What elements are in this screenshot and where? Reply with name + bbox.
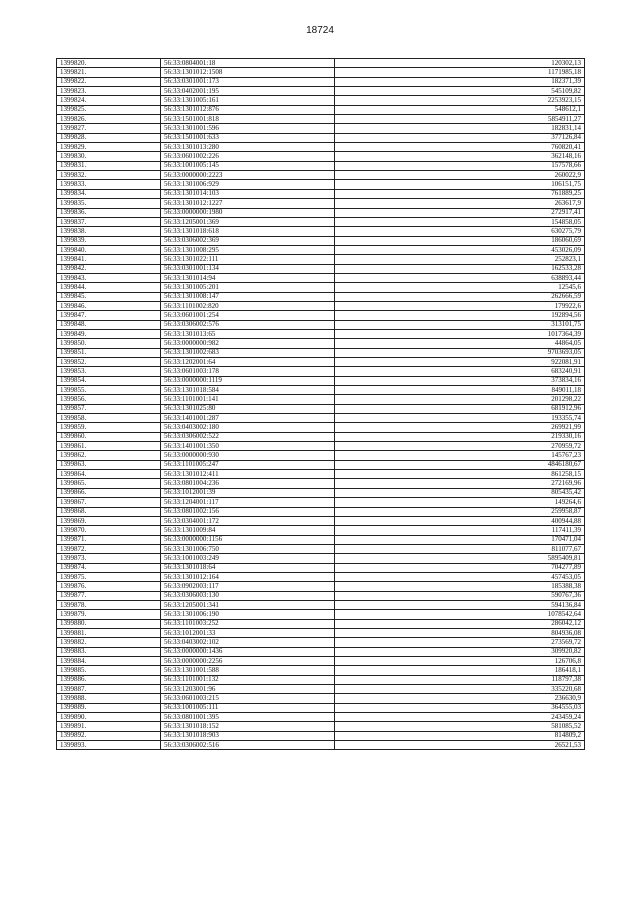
table-row: [57, 292, 585, 301]
record-number: 1399834.: [57, 189, 161, 198]
table-row: [57, 703, 585, 712]
table-row: [57, 498, 585, 507]
record-number: 1399888.: [57, 694, 161, 703]
table-row: [57, 320, 585, 329]
cadastral-number: 56:33:1301005:201: [161, 283, 335, 292]
cadastral-value: 243459,24: [335, 713, 585, 722]
table-row: [57, 647, 585, 656]
record-number: 1399880.: [57, 619, 161, 628]
table-row: [57, 227, 585, 236]
record-number: 1399844.: [57, 283, 161, 292]
record-number: 1399893.: [57, 741, 161, 750]
record-number: 1399868.: [57, 507, 161, 516]
record-number: 1399840.: [57, 245, 161, 254]
cadastral-value: 5854911,27: [335, 115, 585, 124]
cadastral-number: 56:33:0301001:173: [161, 77, 335, 86]
table-row: [57, 367, 585, 376]
cadastral-value: 145767,23: [335, 451, 585, 460]
cadastral-value: 805435,42: [335, 488, 585, 497]
record-number: 1399859.: [57, 423, 161, 432]
cadastral-number: 56:33:0902003:117: [161, 582, 335, 591]
cadastral-number: 56:33:1301008:147: [161, 292, 335, 301]
table-row: [57, 339, 585, 348]
record-number: 1399870.: [57, 526, 161, 535]
cadastral-value: 5895409,81: [335, 554, 585, 563]
record-number: 1399881.: [57, 628, 161, 637]
cadastral-value: 269921,99: [335, 423, 585, 432]
cadastral-number: 56:33:1301012:164: [161, 572, 335, 581]
table-row: [57, 544, 585, 553]
cadastral-number: 56:33:0306002:369: [161, 236, 335, 245]
cadastral-number: 56:33:0000000:2256: [161, 657, 335, 666]
cadastral-value: 286042,12: [335, 619, 585, 628]
cadastral-value: 260022,9: [335, 171, 585, 180]
record-number: 1399821.: [57, 68, 161, 77]
cadastral-value: 814809,2: [335, 731, 585, 740]
cadastral-number: 56:33:0601001:254: [161, 311, 335, 320]
record-number: 1399856.: [57, 395, 161, 404]
record-number: 1399885.: [57, 666, 161, 675]
record-number: 1399838.: [57, 227, 161, 236]
cadastral-number: 56:33:1301005:161: [161, 96, 335, 105]
cadastral-value: 185388,38: [335, 582, 585, 591]
table-row: [57, 685, 585, 694]
table-row: [57, 694, 585, 703]
table-row: [57, 675, 585, 684]
table-row: [57, 311, 585, 320]
record-number: 1399820.: [57, 59, 161, 68]
cadastral-value: 182371,39: [335, 77, 585, 86]
cadastral-number: 56:33:1301018:903: [161, 731, 335, 740]
record-number: 1399836.: [57, 208, 161, 217]
cadastral-value: 193355,74: [335, 414, 585, 423]
record-number: 1399866.: [57, 488, 161, 497]
table-row: [57, 376, 585, 385]
table-row: [57, 105, 585, 114]
record-number: 1399824.: [57, 96, 161, 105]
table-row: [57, 572, 585, 581]
cadastral-number: 56:33:1301008:295: [161, 245, 335, 254]
table-row: [57, 124, 585, 133]
table-row: [57, 619, 585, 628]
cadastral-number: 56:33:1204001:117: [161, 498, 335, 507]
table-row: [57, 582, 585, 591]
cadastral-number: 56:33:1301022:111: [161, 255, 335, 264]
cadastral-value: 362148,16: [335, 152, 585, 161]
cadastral-value: 120302,13: [335, 59, 585, 68]
cadastral-number: 56:33:1301006:750: [161, 544, 335, 553]
cadastral-value: 259958,87: [335, 507, 585, 516]
table-row: [57, 171, 585, 180]
table-row: [57, 657, 585, 666]
record-number: 1399889.: [57, 703, 161, 712]
record-number: 1399874.: [57, 563, 161, 572]
table-row: [57, 96, 585, 105]
cadastral-number: 56:33:1301006:190: [161, 610, 335, 619]
record-number: 1399892.: [57, 731, 161, 740]
cadastral-value: 681912,96: [335, 404, 585, 413]
table-row: [57, 143, 585, 152]
record-number: 1399860.: [57, 432, 161, 441]
record-number: 1399882.: [57, 638, 161, 647]
table-row: [57, 115, 585, 124]
cadastral-number: 56:33:0801004:236: [161, 479, 335, 488]
record-number: 1399867.: [57, 498, 161, 507]
record-number: 1399864.: [57, 470, 161, 479]
cadastral-value: 548612,1: [335, 105, 585, 114]
record-number: 1399825.: [57, 105, 161, 114]
cadastral-number: 56:33:0601003:215: [161, 694, 335, 703]
cadastral-value: 106151,75: [335, 180, 585, 189]
table-row: [57, 161, 585, 170]
table-row: [57, 554, 585, 563]
cadastral-number: 56:33:1012001:39: [161, 488, 335, 497]
record-number: 1399832.: [57, 171, 161, 180]
record-number: 1399822.: [57, 77, 161, 86]
cadastral-value: 581085,52: [335, 722, 585, 731]
cadastral-number: 56:33:0306002:516: [161, 741, 335, 750]
table-row: [57, 358, 585, 367]
cadastral-number: 56:33:0403002:180: [161, 423, 335, 432]
record-number: 1399835.: [57, 199, 161, 208]
cadastral-number: 56:33:0403002:102: [161, 638, 335, 647]
cadastral-number: 56:33:0000000:982: [161, 339, 335, 348]
table-row: [57, 432, 585, 441]
cadastral-value: 760820,41: [335, 143, 585, 152]
cadastral-value: 272917,41: [335, 208, 585, 217]
table-row: [57, 488, 585, 497]
record-number: 1399839.: [57, 236, 161, 245]
cadastral-value: 9703693,05: [335, 348, 585, 357]
cadastral-number: 56:33:1001005:145: [161, 161, 335, 170]
cadastral-value: 861258,15: [335, 470, 585, 479]
record-number: 1399855.: [57, 386, 161, 395]
cadastral-value: 849011,18: [335, 386, 585, 395]
record-number: 1399853.: [57, 367, 161, 376]
table-row: [57, 479, 585, 488]
table-row: [57, 255, 585, 264]
cadastral-number: 56:33:1101003:252: [161, 619, 335, 628]
cadastral-number: 56:33:0804001:18: [161, 59, 335, 68]
table-row: [57, 133, 585, 142]
table-row: [57, 386, 585, 395]
record-number: 1399854.: [57, 376, 161, 385]
table-row: [57, 264, 585, 273]
cadastral-number: 56:33:1301012:411: [161, 470, 335, 479]
table-row: [57, 442, 585, 451]
cadastral-value: 453026,09: [335, 245, 585, 254]
table-row: [57, 329, 585, 338]
cadastral-value: 252823,1: [335, 255, 585, 264]
cadastral-value: 270959,72: [335, 442, 585, 451]
cadastral-number: 56:33:0000000:1980: [161, 208, 335, 217]
cadastral-number: 56:33:1101001:141: [161, 395, 335, 404]
table-row: [57, 666, 585, 675]
cadastral-value: 154858,05: [335, 217, 585, 226]
cadastral-value: 149264,6: [335, 498, 585, 507]
cadastral-value: 594136,84: [335, 600, 585, 609]
cadastral-number: 56:33:1205001:341: [161, 600, 335, 609]
table-row: [57, 423, 585, 432]
table-row: [57, 535, 585, 544]
cadastral-number: 56:33:1301013:65: [161, 329, 335, 338]
cadastral-number: 56:33:1301002:683: [161, 348, 335, 357]
record-number: 1399858.: [57, 414, 161, 423]
cadastral-number: 56:33:0306002:576: [161, 320, 335, 329]
cadastral-number: 56:33:1301025:80: [161, 404, 335, 413]
cadastral-number: 56:33:0000000:930: [161, 451, 335, 460]
table-row: [57, 87, 585, 96]
table-row: [57, 516, 585, 525]
record-number: 1399826.: [57, 115, 161, 124]
cadastral-value: 186418,1: [335, 666, 585, 675]
cadastral-value: 1171985,18: [335, 68, 585, 77]
record-number: 1399865.: [57, 479, 161, 488]
record-number: 1399850.: [57, 339, 161, 348]
record-number: 1399886.: [57, 675, 161, 684]
record-number: 1399845.: [57, 292, 161, 301]
table-row: [57, 245, 585, 254]
record-number: 1399879.: [57, 610, 161, 619]
record-number: 1399887.: [57, 685, 161, 694]
record-number: 1399863.: [57, 460, 161, 469]
record-number: 1399827.: [57, 124, 161, 133]
cadastral-value: 313101,75: [335, 320, 585, 329]
cadastral-value: 272169,96: [335, 479, 585, 488]
table-row: [57, 283, 585, 292]
cadastral-value: 335220,68: [335, 685, 585, 694]
record-number: 1399877.: [57, 591, 161, 600]
cadastral-number: 56:33:1203001:96: [161, 685, 335, 694]
cadastral-value-table: [56, 58, 585, 750]
cadastral-number: 56:33:0601002:226: [161, 152, 335, 161]
cadastral-number: 56:33:1301014:94: [161, 273, 335, 282]
record-number: 1399857.: [57, 404, 161, 413]
record-number: 1399843.: [57, 273, 161, 282]
cadastral-number: 56:33:1301001:596: [161, 124, 335, 133]
table-row: [57, 460, 585, 469]
cadastral-value: 373834,16: [335, 376, 585, 385]
record-number: 1399829.: [57, 143, 161, 152]
record-number: 1399875.: [57, 572, 161, 581]
cadastral-number: 56:33:0000000:2223: [161, 171, 335, 180]
table-row: [57, 348, 585, 357]
cadastral-number: 56:33:1012001:33: [161, 628, 335, 637]
cadastral-value: 162533,28: [335, 264, 585, 273]
cadastral-value: 590767,36: [335, 591, 585, 600]
cadastral-number: 56:33:1301001:588: [161, 666, 335, 675]
table-row: [57, 731, 585, 740]
cadastral-value: 262666,59: [335, 292, 585, 301]
cadastral-number: 56:33:1301012:1508: [161, 68, 335, 77]
record-number: 1399833.: [57, 180, 161, 189]
cadastral-value: 811077,67: [335, 544, 585, 553]
table-row: [57, 199, 585, 208]
record-number: 1399878.: [57, 600, 161, 609]
cadastral-value: 364555,03: [335, 703, 585, 712]
cadastral-value: 804936,08: [335, 628, 585, 637]
record-number: 1399869.: [57, 516, 161, 525]
page-number: 18724: [306, 25, 334, 36]
record-number: 1399849.: [57, 329, 161, 338]
cadastral-value: 309920,82: [335, 647, 585, 656]
cadastral-number: 56:33:1301018:64: [161, 563, 335, 572]
table-row: [57, 208, 585, 217]
table-row: [57, 600, 585, 609]
cadastral-number: 56:33:1301018:152: [161, 722, 335, 731]
cadastral-value: 182831,14: [335, 124, 585, 133]
cadastral-value: 638893,44: [335, 273, 585, 282]
table-body: [57, 59, 585, 750]
cadastral-value: 179922,6: [335, 301, 585, 310]
table-row: [57, 451, 585, 460]
cadastral-number: 56:33:1301018:584: [161, 386, 335, 395]
record-number: 1399890.: [57, 713, 161, 722]
table-row: [57, 713, 585, 722]
cadastral-number: 56:33:1501001:818: [161, 115, 335, 124]
table-row: [57, 301, 585, 310]
cadastral-value: 263617,9: [335, 199, 585, 208]
record-number: 1399884.: [57, 657, 161, 666]
cadastral-value: 236630,9: [335, 694, 585, 703]
cadastral-number: 56:33:1202001:64: [161, 358, 335, 367]
cadastral-number: 56:33:1001003:249: [161, 554, 335, 563]
cadastral-value: 704277,89: [335, 563, 585, 572]
record-number: 1399876.: [57, 582, 161, 591]
table-row: [57, 628, 585, 637]
cadastral-number: 56:33:1301006:929: [161, 180, 335, 189]
table-row: [57, 563, 585, 572]
record-number: 1399828.: [57, 133, 161, 142]
cadastral-number: 56:33:0402001:195: [161, 87, 335, 96]
record-number: 1399873.: [57, 554, 161, 563]
cadastral-value: 219330,16: [335, 432, 585, 441]
table-row: [57, 610, 585, 619]
record-number: 1399846.: [57, 301, 161, 310]
cadastral-number: 56:33:1401001:287: [161, 414, 335, 423]
cadastral-value: 377126,84: [335, 133, 585, 142]
cadastral-number: 56:33:1501001:633: [161, 133, 335, 142]
cadastral-number: 56:33:0801001:395: [161, 713, 335, 722]
record-number: 1399847.: [57, 311, 161, 320]
table-row: [57, 68, 585, 77]
table-row: [57, 638, 585, 647]
cadastral-value: 1017364,39: [335, 329, 585, 338]
record-number: 1399841.: [57, 255, 161, 264]
table-row: [57, 526, 585, 535]
cadastral-number: 56:33:1301014:103: [161, 189, 335, 198]
table-row: [57, 152, 585, 161]
record-number: 1399837.: [57, 217, 161, 226]
cadastral-number: 56:33:1101005:247: [161, 460, 335, 469]
cadastral-number: 56:33:1301012:1227: [161, 199, 335, 208]
cadastral-number: 56:33:1101001:132: [161, 675, 335, 684]
cadastral-value: 630275,79: [335, 227, 585, 236]
cadastral-value: 761889,25: [335, 189, 585, 198]
record-number: 1399872.: [57, 544, 161, 553]
cadastral-value: 12545,6: [335, 283, 585, 292]
cadastral-value: 192894,56: [335, 311, 585, 320]
cadastral-number: 56:33:0306002:522: [161, 432, 335, 441]
cadastral-value: 117411,39: [335, 526, 585, 535]
table-row: [57, 722, 585, 731]
cadastral-number: 56:33:1001005:111: [161, 703, 335, 712]
cadastral-value: 457453,05: [335, 572, 585, 581]
cadastral-number: 56:33:0601003:178: [161, 367, 335, 376]
table-row: [57, 77, 585, 86]
cadastral-number: 56:33:1101002:820: [161, 301, 335, 310]
cadastral-value: 26521,53: [335, 741, 585, 750]
table-row: [57, 741, 585, 750]
table-row: [57, 180, 585, 189]
record-number: 1399851.: [57, 348, 161, 357]
cadastral-number: 56:33:1205001:369: [161, 217, 335, 226]
table-row: [57, 591, 585, 600]
table-row: [57, 189, 585, 198]
table-row: [57, 59, 585, 68]
cadastral-number: 56:33:0301001:134: [161, 264, 335, 273]
table-row: [57, 470, 585, 479]
cadastral-number: 56:33:0000000:1436: [161, 647, 335, 656]
cadastral-number: 56:33:0000000:1156: [161, 535, 335, 544]
cadastral-value: 118797,38: [335, 675, 585, 684]
cadastral-value: 186060,69: [335, 236, 585, 245]
cadastral-value: 4846180,67: [335, 460, 585, 469]
cadastral-value: 400944,88: [335, 516, 585, 525]
table-row: [57, 217, 585, 226]
record-number: 1399891.: [57, 722, 161, 731]
cadastral-number: 56:33:1401001:350: [161, 442, 335, 451]
cadastral-number: 56:33:1301009:84: [161, 526, 335, 535]
cadastral-value: 201298,22: [335, 395, 585, 404]
cadastral-value: 545109,82: [335, 87, 585, 96]
cadastral-number: 56:33:1301018:618: [161, 227, 335, 236]
table-row: [57, 395, 585, 404]
record-number: 1399852.: [57, 358, 161, 367]
cadastral-number: 56:33:1301013:280: [161, 143, 335, 152]
cadastral-value: 157578,66: [335, 161, 585, 170]
table-row: [57, 404, 585, 413]
record-number: 1399871.: [57, 535, 161, 544]
cadastral-number: 56:33:0306003:130: [161, 591, 335, 600]
record-number: 1399831.: [57, 161, 161, 170]
cadastral-number: 56:33:0000000:1119: [161, 376, 335, 385]
cadastral-value: 273569,72: [335, 638, 585, 647]
cadastral-value: 683240,91: [335, 367, 585, 376]
cadastral-value: 170471,04: [335, 535, 585, 544]
cadastral-value: 126706,8: [335, 657, 585, 666]
table-row: [57, 236, 585, 245]
cadastral-value: 1078542,64: [335, 610, 585, 619]
table-row: [57, 414, 585, 423]
table-row: [57, 273, 585, 282]
cadastral-number: 56:33:0304001:172: [161, 516, 335, 525]
record-number: 1399848.: [57, 320, 161, 329]
cadastral-number: 56:33:1301012:876: [161, 105, 335, 114]
cadastral-value: 922081,91: [335, 358, 585, 367]
table-row: [57, 507, 585, 516]
cadastral-value: 2253923,15: [335, 96, 585, 105]
record-number: 1399862.: [57, 451, 161, 460]
record-number: 1399861.: [57, 442, 161, 451]
cadastral-value: 44864,05: [335, 339, 585, 348]
record-number: 1399830.: [57, 152, 161, 161]
record-number: 1399883.: [57, 647, 161, 656]
cadastral-number: 56:33:0801002:156: [161, 507, 335, 516]
record-number: 1399823.: [57, 87, 161, 96]
record-number: 1399842.: [57, 264, 161, 273]
